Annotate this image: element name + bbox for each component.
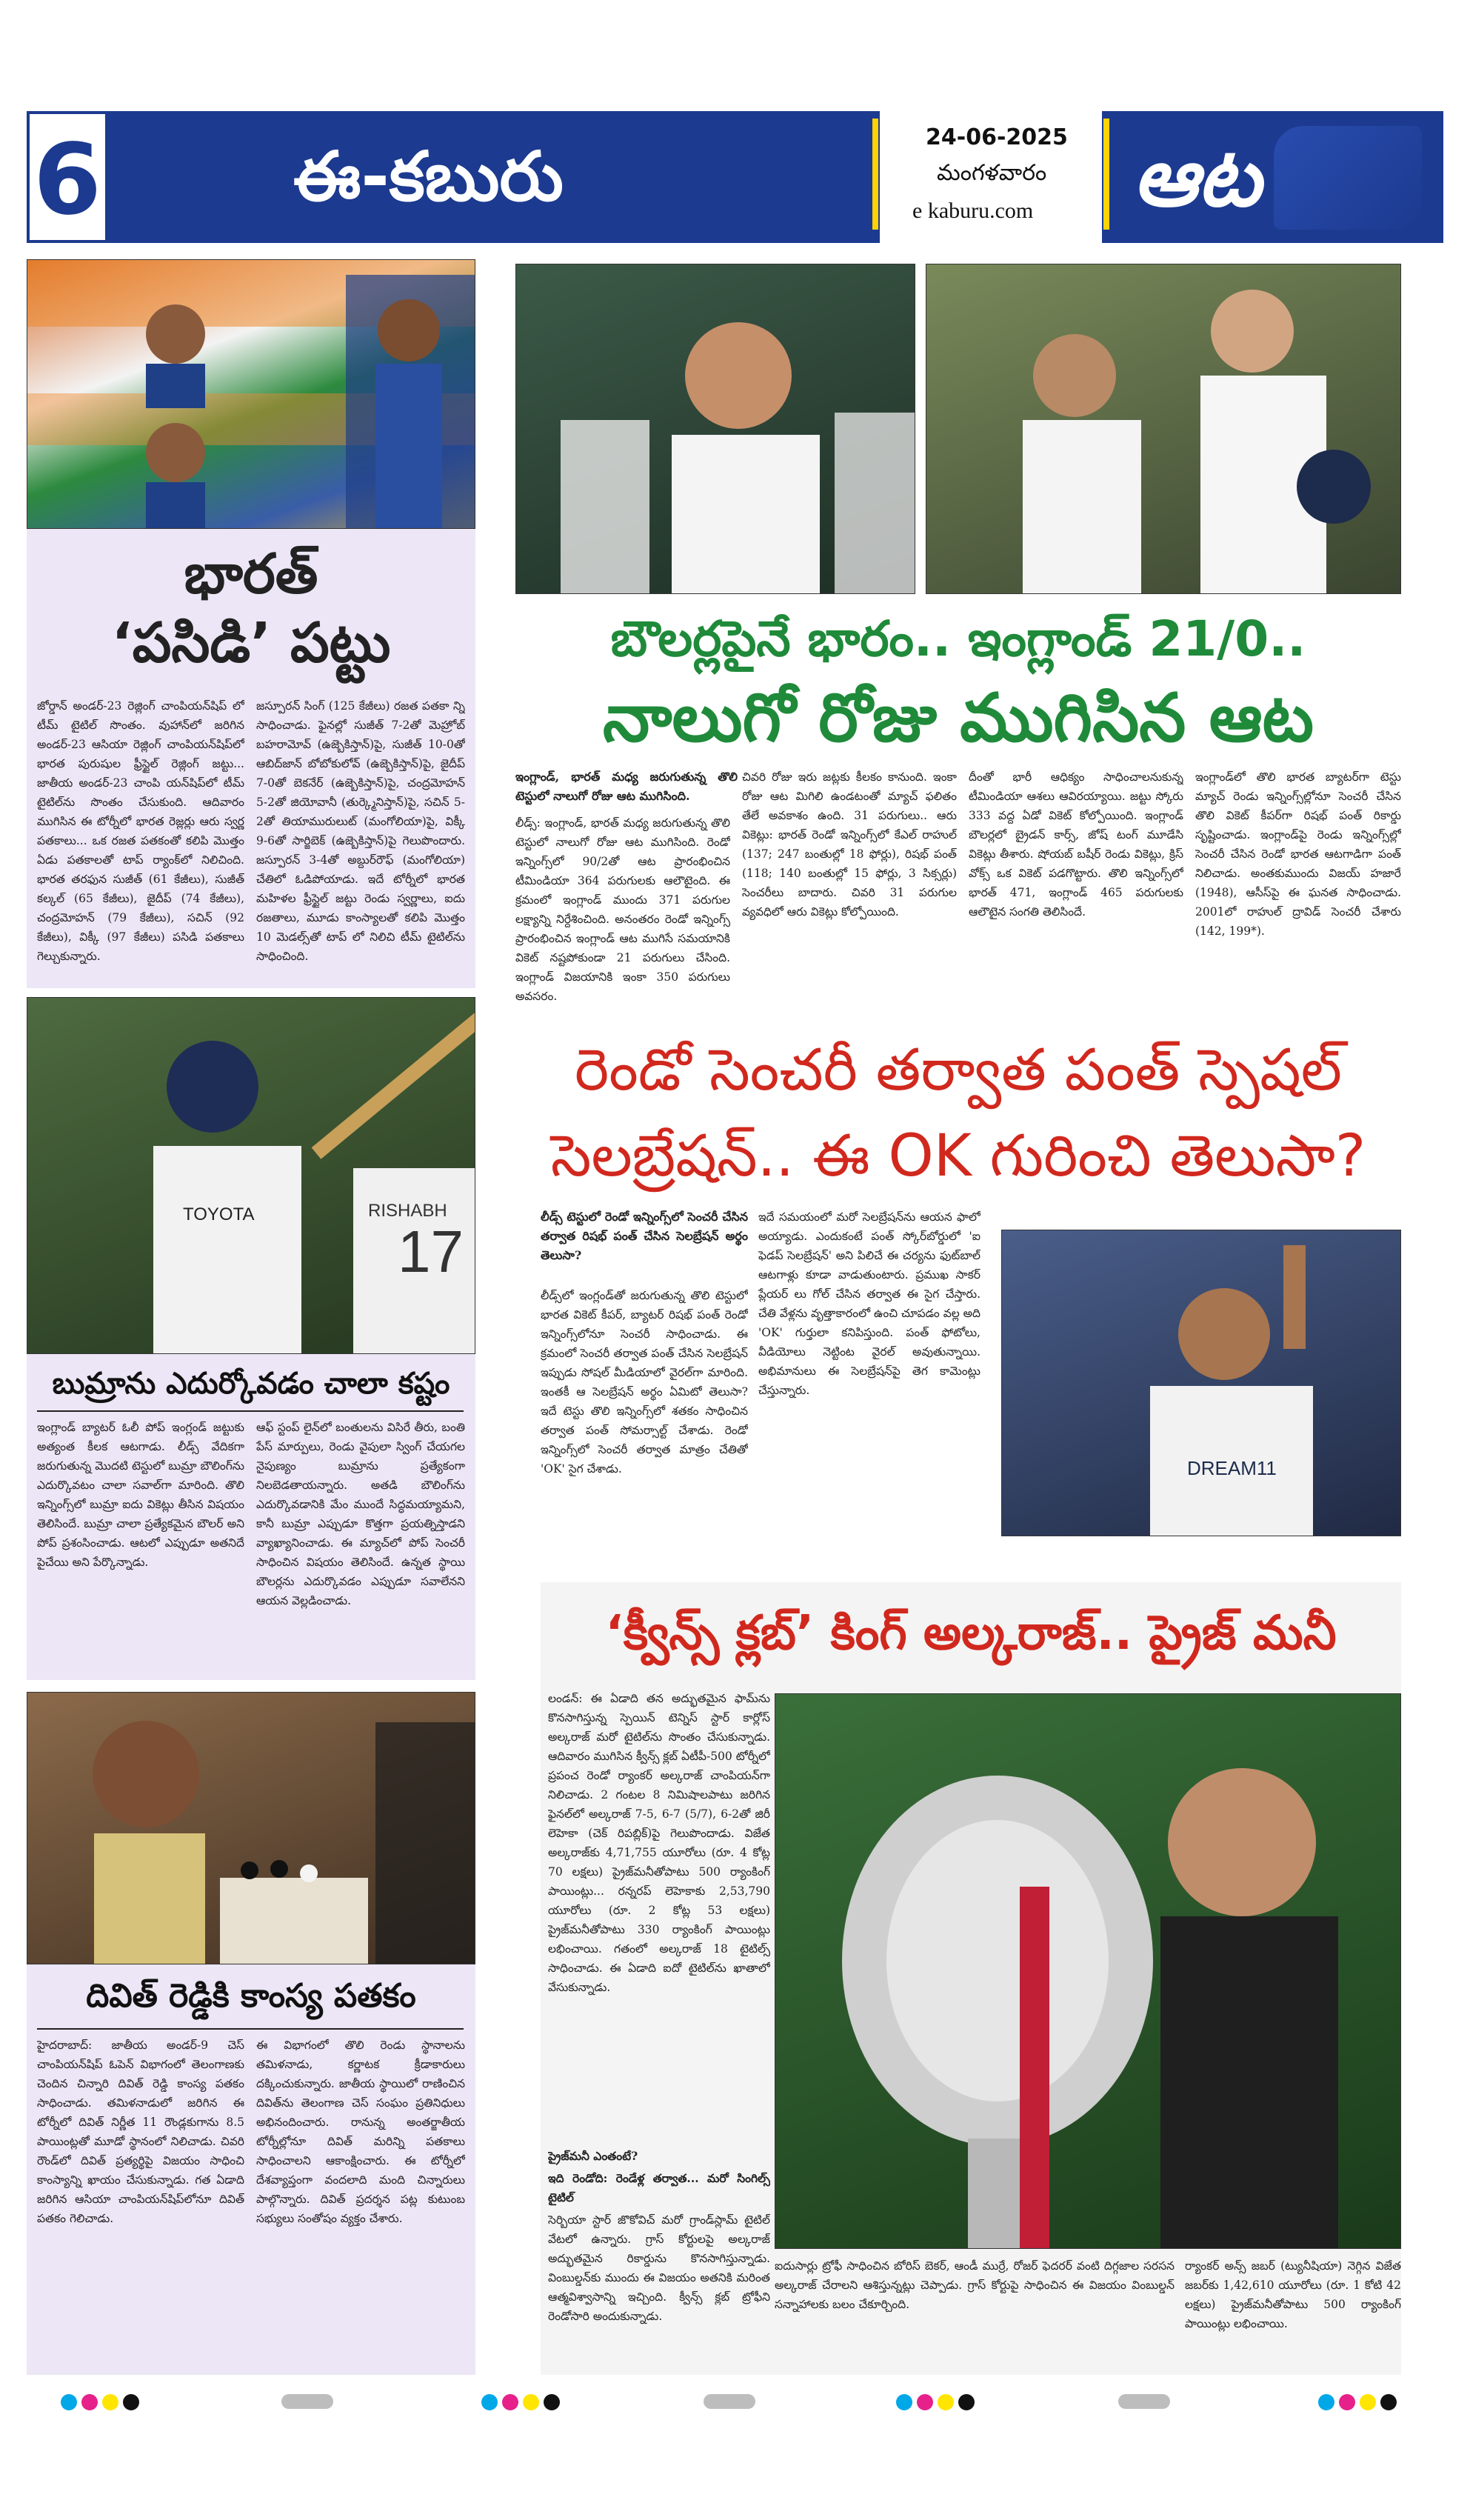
- pant-headline-2: సెలబ్రేషన్.. ఈ OK గురించి తెలుసా?: [550, 1123, 1366, 1190]
- registration-marks-2: [481, 2394, 585, 2410]
- bumrah-divider: [37, 1410, 464, 1412]
- wrestling-column-2: జస్పూరన్ సింగ్ (125 కేజీలు) రజత పతకా న్ని సాధించాడు. ఫైనల్లో సుజీత్ 7-2తో మెహ్రోబ్ బహరామోవ్ (ఉజ్బెకిస్తాన్)పై, సుజీత్ 10-0తో ఆబిద్‌జాన్ బోబోకులోవ్ (ఉజ్బెకిస్తాన్)పై, జైదీప్ 7-0తో బెకనేర్ (ఉజ్బెకిస్తాన్)పై, చంద్రమోహన్ 5-2తో జియోవానీ (తుర్క్మెనిస్తాన్)పై, సచిన్ 5-2తో తియామురులుట్ (మంగోలియా)పై, విక్కీ 9-6తో సార్జిబెక్ (ఉజ్బెకిస్తాన్)పై గెలుపొందారు. జస్పూరన్ 3-4తో అబ్దుర్‌రౌఫ్ (మంగోలియా) చేతిలో ఓడిపోయాడు. ఇదే టోర్నీలో భారత మహిళల ఫ్రీస్టైల్ జట్టు రెండు స్వర్ణాలు, ఐదు రజతాలు, మూడు కాంస్యాలతో కలిపి మొత్తం 10 మెడల్స్‌తో టాప్ లో నిలిచి టీమ్ టైటిల్‌ను సాధించింది.: [256, 699, 465, 963]
- england-headline-1: బౌలర్లపైనే భారం.. ఇంగ్లాండ్ 21/0..: [610, 610, 1306, 667]
- divith-column-1: హైదరాబాద్: జాతీయ అండర్-9 చెస్ చాంపియన్‌షిప్ ఓపెన్ విభాగంలో తెలంగాణకు చెందిన చిన్నారి దివిత్ రెడ్డి కాంస్య పతకం సాధించాడు. తమిళనాడులో జరిగిన ఈ టోర్నీలో దివిత్ నిర్ణీత 11 రౌండ్లకుగాను 8.5 పాయింట్లతో మూడో స్థానంలో నిలిచాడు. చివరి రౌండ్‌లో దివిత్ ప్రత్యర్థిపై విజయం సాధించి కాంస్యాన్ని ఖాయం చేసుకున్నాడు. గత ఏడాది జరిగిన ఆసియా చాంపియన్‌షిప్‌లోనూ దివిత్ పతకం గెలిచాడు.: [37, 2039, 244, 2225]
- alcaraz-subhead-2: ఇది రెండోది: రెండేళ్ల తర్వాత... మరో సింగిల్స్ టైటిల్: [548, 2171, 770, 2204]
- wrestling-column-1: జోర్డాన్ ‌అండర్-23 రెజ్లింగ్ చాంపియన్‌షిప్ లో టీమ్ టైటిల్ సొంతం. వుహాన్‌లో జరిగిన అండర్-23 ఆసియా రెజ్లింగ్ చాంపియన్‌షిప్‌లో భారత పురుషుల ఫ్రీస్టైల్ రెజ్లింగ్ జట్టు... జాతీయ అండర్-23 చాంపి యన్‌షిప్‌లో టీమ్ టైటిల్‌ను సొంతం చేసుకుంది. ఆదివారం ముగిసిన ఈ టోర్నీలో భారత రెజ్లర్లు ఆరు స్వర్ణ పతకాలు... ఒక రజత పతకంతో కలిపి మొత్తం ఏడు పతకాలతో టాప్ ర్యాంక్‌లో నిలిచింది. భారత తరఫున సుజీత్ (61 కేజీలు), సుజీత్ కల్కల్ (65 కేజీలు), జైదీప్ (74 కేజీలు), చంద్రమోహన్ (79 కేజీలు), సచిన్ (92 కేజీలు), విక్కీ (97 కేజీలు) పసిడి పతకాలు గెల్చుకున్నారు.: [37, 699, 244, 963]
- registration-bar-1: [281, 2394, 333, 2410]
- batters-illustration: [926, 264, 1401, 594]
- pant-intro: లీడ్స్ టెస్టులో రెండో ఇన్నింగ్స్‌లో సెంచరీ చేసిన తర్వాత రిషభ్ పంత్ చేసిన సెలబ్రేషన్ అర్థం తెలుసా?: [541, 1210, 748, 1262]
- registration-marks-3: [896, 2394, 1000, 2410]
- divith-headline: దివిత్ రెడ్డికి కాంస్య పతకం: [86, 1977, 416, 2015]
- registration-bar-3: [1118, 2394, 1170, 2410]
- page-number: 6: [27, 111, 108, 243]
- england-headline-2: నాలుగో రోజు ముగిసిన ఆట: [603, 679, 1314, 757]
- divith-column-2: ఈ విభాగంలో తొలి రెండు స్థానాలను తమిళనాడు, కర్ణాటక క్రీడాకారులు దక్కించుకున్నారు. జాతీయ స్థాయిలో రాణించిన దివిత్‌ను తెలంగాణ చెస్ సంఘం ప్రతినిధులు అభినందించారు. రానున్న అంతర్జాతీయ టోర్నీల్లోనూ దివిత్ మరిన్ని పతకాలు సాధించాలని ఆకాంక్షించారు. ఈ టోర్నీలో దేశవ్యాప్తంగా వందలాది మంది చిన్నారులు పాల్గొన్నారు. దివిత్ ప్రదర్శన పట్ల కుటుంబ సభ్యులు సంతోషం వ్యక్తం చేశారు.: [256, 2039, 465, 2225]
- wrestling-headline-1: భారత్: [184, 542, 318, 606]
- sponsor-text: TOYOTA: [183, 1204, 255, 1224]
- pant-column-1: లీడ్స్‌లో ఇంగ్లండ్‌తో జరుగుతున్న తొలి టెస్టులో భారత వికెట్ కీపర్, బ్యాటర్ రిషభ్ పంత్ రెండో ఇన్నింగ్స్‌లోనూ సెంచరీ సాధించాడు. ఈ క్రమంలో సెంచరీ తర్వాత పంత్ చేసిన సెలబ్రేషన్ ఇప్పుడు సోషల్ మీడియాలో వైరల్‌గా మారింది. ఇంతకీ ఆ సెలబ్రేషన్ అర్థం ఏమిటో తెలుసా? ఇదే టెస్టు తొలి ఇన్నింగ్స్‌లో శతకం సాధించిన తర్వాత పంత్ సోమర్సాల్ట్ చేశాడు. రెండో ఇన్నింగ్స్‌లో సెంచరీ తర్వాత మాత్రం చేతితో 'OK' సైగ చేశాడు.: [541, 1289, 748, 1476]
- pant-celebration-photo: [1001, 1230, 1401, 1536]
- bumrah-column-2: ఆఫ్ స్టంప్ లైన్‌లో బంతులను విసిరే తీరు, బంతి పేస్ మార్పులు, రెండు వైపులా స్వింగ్ చేయగల నైపుణ్యం బుమ్రాను ప్రత్యేకంగా నిలబెడతాయన్నారు. అతడి బౌలింగ్‌ను ఎదుర్కొవడానికి మేం ముందే సిద్ధమయ్యామని, కానీ బుమ్రా ఎప్పుడూ కొత్తగా ప్రయత్నిస్తాడని వ్యాఖ్యానించాడు. ఈ మ్యాచ్‌లో పోప్ సెంచరీ సాధించిన విషయం తెలిసిందే. ఉన్నత స్థాయి బౌలర్లను ఎదుర్కొవడం ఎప్పుడూ సవాలేనని ఆయన వెల్లడించాడు.: [256, 1421, 465, 1607]
- edition-date: 24-06-2025: [926, 124, 1068, 150]
- batter-illustration: [27, 998, 475, 1354]
- masthead-divider: [872, 119, 878, 230]
- alcaraz-column-3: ఐదుసార్లు ట్రోఫీ సాధించిన బోరిస్ బెకర్, ఆండీ ముర్రే, రోజర్ ఫెదరర్ వంటి దిగ్గజాల సరసన అల్కరాజ్ చేరాలని ఆశిస్తున్నట్లు చెప్పాడు. గ్రాస్ కోర్టుపై సాధించిన ఈ విజయం వింబుల్డన్ సన్నాహాలకు బలం చేకూర్చింది.: [775, 2259, 1175, 2311]
- england-column-4: ఇంగ్లాండ్‌లో తొలి భారత బ్యాటర్‌గా టెస్టు మ్యాచ్ రెండు ఇన్నింగ్స్‌ల్లోనూ సెంచరీ చేసిన తొలి వికెట్ కీపర్‌గా రిషభ్ పంత్ రికార్డు సృష్టించాడు. ఇంగ్లాండ్‌పై రెండు ఇన్నింగ్స్‌ల్లో సెంచరీ చేసిన రెండో భారత ఆటగాడిగా పంత్ నిలిచాడు. అంతకుముందు విజయ్ హజారే (1948), ఆసీస్‌పై ఈ ఘనత సాధించాడు. 2001లో రాహుల్ ద్రావిడ్ సెంచరీ చేశారు (142, 199*).: [1195, 770, 1401, 938]
- pope-photo: [27, 997, 475, 1354]
- bowler-illustration: [516, 264, 915, 594]
- england-column-1: లీడ్స్: ఇంగ్లాండ్, భారత్ మధ్య జరుగుతున్న తొలి టెస్టులో నాలుగో రోజు ఆట ముగిసింది. రెండో ఇన్నింగ్స్‌లో 90/2తో ఆట ప్రారంభించిన టీమిండియా 364 పరుగులకు ఆలౌటైంది. ఈ క్రమంలో ఇంగ్లాండ్ ముందు 371 పరుగుల లక్ష్యాన్ని నిర్దేశించింది. అనంతరం రెండో ఇన్నింగ్స్ ప్రారంభించిన ఇంగ్లాండ్ ఆట ముగిసే సమయానికి వికెట్ నష్టపోకుండా 21 పరుగులు చేసింది. ఇంగ్లాండ్ విజయానికి ఇంకా 350 పరుగులు అవసరం.: [515, 816, 730, 1003]
- alcaraz-trophy-photo: [775, 1693, 1401, 2249]
- chess-illustration: [27, 1693, 475, 1964]
- alcaraz-column-2: సెర్బియా స్టార్ జొకోవిచ్ మరో గ్రాండ్‌స్లామ్ టైటిల్ వేటలో ఉన్నారు. గ్రాస్ కోర్టులపై అల్కరాజ్ అద్భుతమైన రికార్డును కొనసాగిస్తున్నాడు. వింబుల్డన్‌కు ముందు ఈ విజయం అతనికి మరింత ఆత్మవిశ్వాసాన్ని ఇచ్చింది. క్వీన్స్ క్లబ్ ట్రోఫీని రెండోసారి అందుకున్నాడు.: [548, 2213, 770, 2323]
- wrestlers-photo: [27, 259, 475, 529]
- batters-walkoff-photo: [926, 264, 1401, 594]
- bowler-celebration-photo: [515, 264, 915, 594]
- alcaraz-illustration: [775, 1694, 1401, 2249]
- registration-bar-2: [704, 2394, 755, 2410]
- wrestlers-illustration: [27, 260, 475, 529]
- alcaraz-column-4: ర్యాంకర్ అన్స్ జబర్ (ట్యునీషియా) నెగ్గిన విజేత జబర్‌కు 1,42,610 యూరోలు (రూ. 1 కోటి 42 లక్షలు) ప్రైజ్‌మనీతోపాటు 500 ర్యాంకింగ్ పాయింట్లు లభించాయి.: [1185, 2259, 1401, 2330]
- edition-day: మంగళవారం: [937, 160, 1047, 186]
- alcaraz-subhead-1: ప్రైజ్‌మనీ ఎంతంటే?: [548, 2149, 638, 2163]
- shirt-text: DREAM11: [1187, 1457, 1277, 1479]
- alcaraz-column-1: లండన్: ఈ ఏడాది తన అద్భుతమైన ఫామ్‌ను కొనసాగిస్తున్న స్పెయిన్ టెన్నిస్ స్టార్ కార్లోస్ అల్కరాజ్ మరో టైటిల్‌ను సొంతం చేసుకున్నాడు. ఆదివారం ముగిసిన క్వీన్స్ క్లబ్ ఏటీపీ-500 టోర్నీలో ప్రపంచ రెండో ర్యాంకర్ అల్కరాజ్ చాంపియన్‌గా నిలిచాడు. 2 గంటల 8 నిమిషాలపాటు జరిగిన ఫైనల్‌లో అల్కరాజ్ 7-5, 6-7 (5/7), 6-2తో జిరీ లెహెకా (చెక్ రిపబ్లిక్)పై గెలుపొందాడు. విజేత అల్కరాజ్‌కు 4,71,755 యూరోలు (రూ. 4 కోట్ల 70 లక్షలు) ప్రైజ్‌మనీతోపాటు 500 ర్యాంకింగ్ పాయింట్లు... రన్నరప్ లెహెకాకు 2,53,790 యూరోలు (రూ. 2 కోట్ల 53 లక్షలు) ప్రైజ్‌మనీతోపాటు 330 ర్యాంకింగ్ పాయింట్లు లభించాయి. గతంలో అల్కరాజ్ 18 టైటిల్స్ సాధించాడు. ఈ ఏడాది ఐదో టైటిల్‌ను ఖాతాలో వేసుకున్నాడు.: [548, 1692, 770, 1994]
- runner-icon: [1274, 126, 1422, 230]
- pant-illustration: [1002, 1230, 1401, 1536]
- jersey-name-text: RISHABH: [368, 1201, 447, 1221]
- registration-marks-4: [1318, 2394, 1422, 2410]
- chess-photo: [27, 1692, 475, 1964]
- bumrah-column-1: ఇంగ్లాండ్ బ్యాటర్ ఓలీ పోప్ ఇంగ్లండ్ జట్టుకు అత్యంత కీలక ఆటగాడు. లీడ్స్ వేదికగా జరుగుతున్న మొదటి టెస్టులో బుమ్రా బౌలింగ్‌ను ఎదుర్కొవటం చాలా సవాల్‌గా మారింది. తొలి ఇన్నింగ్స్‌లో బుమ్రా ఐదు వికెట్లు తీసిన విషయం తెలిసిందే. బుమ్రా చాలా ప్రత్యేకమైన బౌలర్ అని పోప్ ప్రశంసించాడు. ఆటలో ఎప్పుడూ అతనిదే పైచేయి అని పేర్కొన్నాడు.: [37, 1421, 244, 1569]
- pant-headline-1: రెండో సెంచరీ తర్వాత పంత్ స్పెషల్: [574, 1037, 1343, 1104]
- jersey-number-text: 17: [398, 1219, 464, 1284]
- bumrah-headline: బుమ్రాను ఎదుర్కోవడం చాలా కష్టం: [52, 1367, 450, 1401]
- alcaraz-headline: ‘క్వీన్స్ క్లబ్’ కింగ్ అల్కరాజ్.. ప్రైజ్ మనీ: [605, 1606, 1337, 1661]
- pant-column-2: ఇదే సమయంలో మరో సెలబ్రేషన్‌ను ఆయన ఫాలో అయ్యాడు. ఎందుకంటే పంత్ స్కోర్‌బోర్డులో 'ఐ ఫెడప్ సెలబ్రేషన్' అని పిలిచే ఈ చర్యను ఫుట్‌బాల్ ఆటగాళ్లు కూడా వాడుతుంటారు. ప్రముఖ సాకర్ ప్లేయర్ లు గోల్ చేసిన తర్వాత ఈ సైగ చేస్తారు. చేతి వేళ్లను వృత్తాకారంలో ఉంచి చూపడం వల్ల అది 'OK' గుర్తులా కనిపిస్తుంది. పంత్ ఫోటోలు, వీడియోలు నెట్టింట వైరల్ అవుతున్నాయి. అభిమానులు ఈ సెలబ్రేషన్‌పై తెగ కామెంట్లు చేస్తున్నారు.: [758, 1210, 980, 1397]
- site-url: e kaburu.com: [912, 199, 1034, 223]
- section-title: ఆట: [1111, 111, 1443, 243]
- masthead-divider: [1103, 119, 1109, 230]
- england-column-2: చివరి రోజు ఇరు జట్లకు కీలకం కానుంది. ఇంకా రోజు ఆట మిగిలి ఉండటంతో మ్యాచ్ ఫలితం తేలే అవకాశం ఉంది. 31 పరుగులు.. ఆరు వికెట్లు: భారత్ రెండో ఇన్నింగ్స్‌లో కేఎల్ రాహుల్ (137; 247 బంతుల్లో 18 ఫోర్లు), రిషభ్ పంత్ (118; 140 బంతుల్లో 15 ఫోర్లు, 3 సిక్సర్లు) సెంచరీలు బాదారు. చివరి 31 పరుగుల వ్యవధిలో ఆరు వికెట్లు కోల్పోయింది.: [742, 770, 957, 919]
- england-column-3: దీంతో భారీ ఆధిక్యం సాధించాలనుకున్న టీమిండియా ఆశలు ఆవిరయ్యాయి. జట్టు స్కోరు 333 వద్ద ఏడో వికెట్ కోల్పోయింది. ఇంగ్లాండ్ బౌలర్లలో బ్రైడన్ కార్స్, జోష్ టంగ్ మూడేసి వికెట్లు తీశారు. షోయబ్ బషీర్ రెండు వికెట్లు, క్రిస్ వోక్స్ ఒక వికెట్ పడగొట్టారు. తొలి ఇన్నింగ్స్‌లో భారత్ 471, ఇంగ్లాండ్ 465 పరుగులకు ఆలౌటైన సంగతి తెలిసిందే.: [969, 770, 1183, 919]
- registration-marks-1: [61, 2394, 164, 2410]
- brand-title: ఈ-కబురు: [108, 111, 869, 243]
- wrestling-headline-2: ‘పసిడి’ పట్టు: [111, 611, 391, 675]
- england-intro: ఇంగ్లాండ్, భారత్ మధ్య జరుగుతున్న తొలి టెస్టులో నాలుగో రోజు ఆట ముగిసింది.: [515, 770, 738, 803]
- divith-divider: [37, 2028, 464, 2030]
